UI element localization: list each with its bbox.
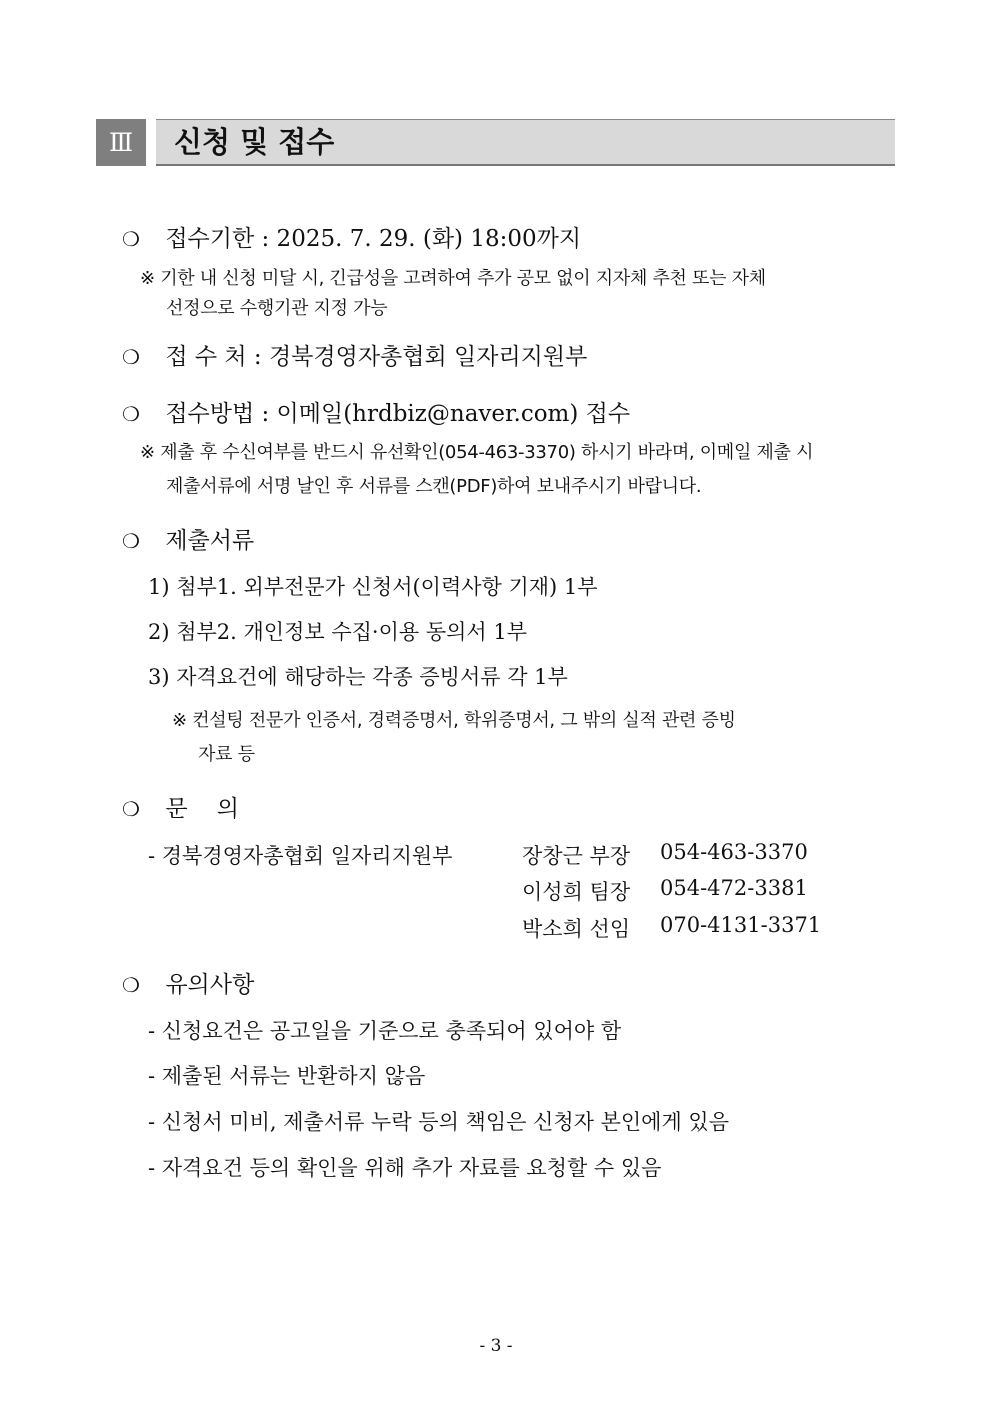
contact-person-phone: 054-472-3381: [660, 876, 808, 900]
method-text: 접수방법 : 이메일(hrdbiz@naver.com) 접수: [165, 401, 631, 427]
contact-person-name: 박소희 선임: [522, 917, 631, 941]
contact-person-phone: 054-463-3370: [660, 840, 808, 864]
deadline-note-line1: ※ 기한 내 신청 미달 시, 긴급성을 고려하여 추가 공모 없이 지자체 추천 또는 자체: [140, 268, 766, 289]
document-list-item: 1) 첨부1. 외부전문가 신청서(이력사항 기재) 1부: [148, 575, 598, 599]
deadline-note-line2: 선정으로 수행기관 지정 가능: [166, 298, 388, 319]
section-number: Ⅲ: [96, 119, 146, 166]
method-item: [122, 395, 630, 428]
deadline-item: [122, 220, 581, 253]
page-number: - 3 -: [479, 1336, 513, 1356]
deadline-text: 접수기한 : 2025. 7. 29. (화) 18:00까지: [165, 226, 582, 252]
contact-person-name: 이성희 팀장: [522, 880, 631, 904]
circle-bullet-icon: ❍: [122, 345, 140, 369]
contact-title: 문 의: [165, 796, 239, 822]
method-note-line2: 제출서류에 서명 날인 후 서류를 스캔(PDF)하여 보내주시기 바랍니다.: [166, 476, 702, 497]
documents-title: 제출서류: [165, 528, 255, 554]
documents-item: [122, 522, 254, 555]
document-list-item: 2) 첨부2. 개인정보 수집·이용 동의서 1부: [148, 620, 528, 644]
circle-bullet-icon: ❍: [122, 797, 140, 821]
contact-person-name: 장창근 부장: [522, 844, 631, 868]
contact-item: [122, 790, 239, 823]
caution-list-item: - 신청서 미비, 제출서류 누락 등의 책임은 신청자 본인에게 있음: [148, 1110, 729, 1134]
contact-org: - 경북경영자총협회 일자리지원부: [148, 844, 453, 868]
contact-person-phone: 070-4131-3371: [660, 913, 822, 937]
documents-note-line2: 자료 등: [198, 744, 255, 765]
receiver-item: [122, 338, 587, 371]
section-title: 신청 및 접수: [174, 125, 335, 159]
document-list-item: 3) 자격요건에 해당하는 각종 증빙서류 각 1부: [148, 665, 568, 689]
caution-list-item: - 자격요건 등의 확인을 위해 추가 자료를 요청할 수 있음: [148, 1156, 662, 1180]
cautions-item: [122, 966, 254, 999]
documents-note-line1: ※ 컨설팅 전문가 인증서, 경력증명서, 학위증명서, 그 밖의 실적 관련 증빙: [172, 710, 736, 731]
cautions-title: 유의사항: [165, 972, 255, 998]
method-note-line1: ※ 제출 후 수신여부를 반드시 유선확인(054-463-3370) 하시기 바라며, 이메일 제출 시: [140, 442, 814, 463]
circle-bullet-icon: ❍: [122, 529, 140, 553]
caution-list-item: - 제출된 서류는 반환하지 않음: [148, 1064, 426, 1088]
circle-bullet-icon: ❍: [122, 227, 140, 251]
caution-list-item: - 신청요건은 공고일을 기준으로 충족되어 있어야 함: [148, 1019, 622, 1043]
circle-bullet-icon: ❍: [122, 402, 140, 426]
receiver-text: 접 수 처 : 경북경영자총협회 일자리지원부: [165, 344, 588, 370]
circle-bullet-icon: ❍: [122, 973, 140, 997]
